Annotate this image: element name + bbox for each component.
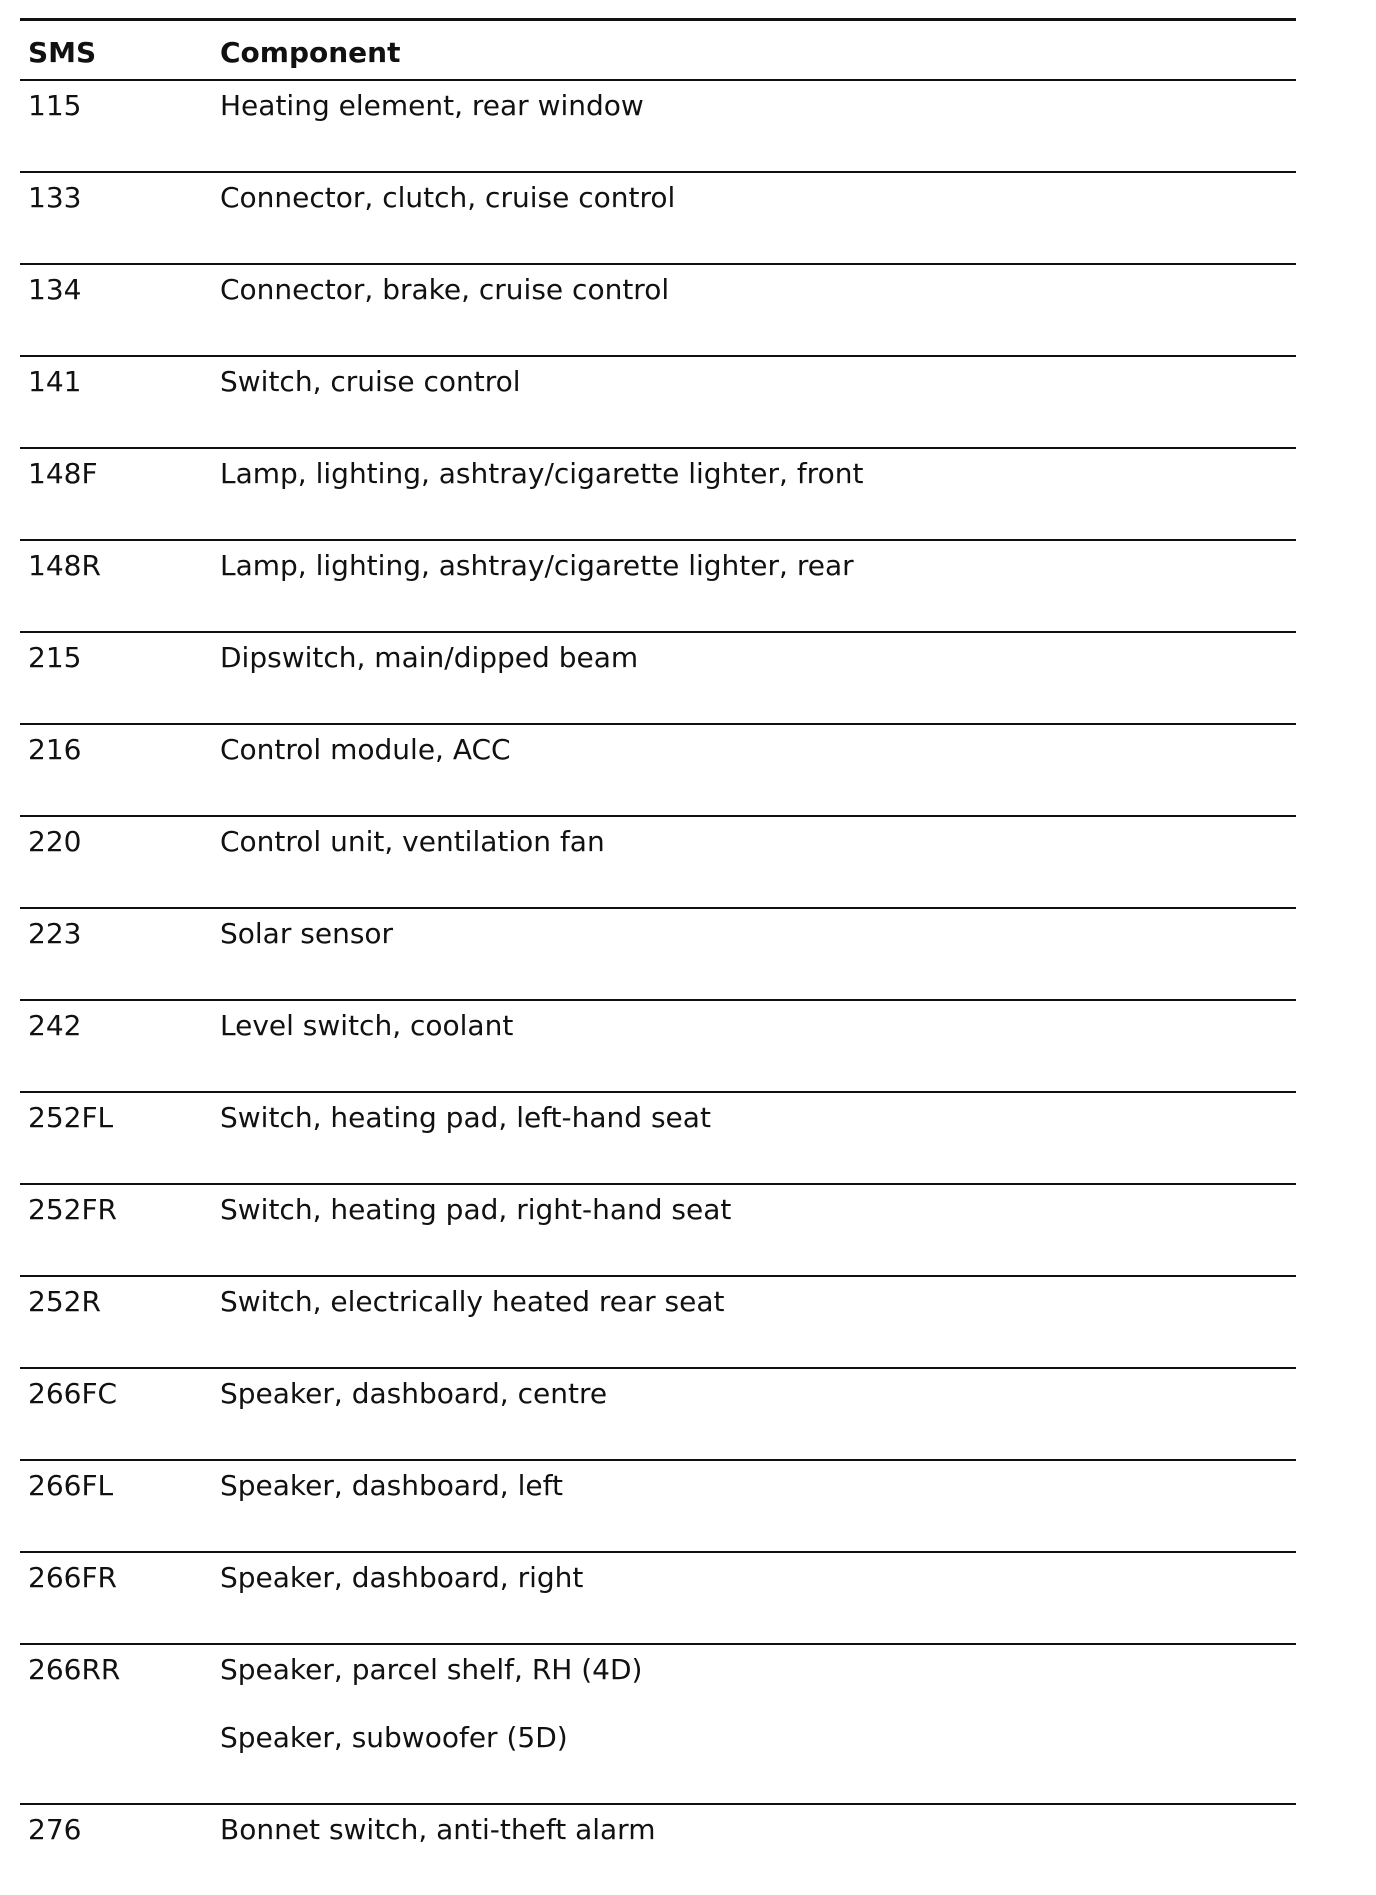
sms-code: 276: [28, 1813, 82, 1846]
sms-code: 252FR: [28, 1193, 118, 1226]
component-name: Heating element, rear window: [220, 89, 644, 122]
table-row: [20, 449, 1296, 541]
component-name: Connector, clutch, cruise control: [220, 181, 676, 214]
table-row: [20, 81, 1296, 173]
sms-code: 215: [28, 641, 82, 674]
table-row: [20, 817, 1296, 909]
table-row: [20, 173, 1296, 265]
component-name: Control unit, ventilation fan: [220, 825, 605, 858]
header-component: Component: [220, 36, 401, 69]
sms-code: 115: [28, 89, 82, 122]
component-name: Level switch, coolant: [220, 1009, 514, 1042]
table-row: [20, 1553, 1296, 1645]
sms-code: 220: [28, 825, 82, 858]
table-row: [20, 1277, 1296, 1369]
sms-code: 148F: [28, 457, 98, 490]
component-name: Lamp, lighting, ashtray/cigarette lighter, rear: [220, 549, 854, 582]
component-line-2: Speaker, subwoofer (5D): [220, 1721, 568, 1754]
sms-code: 141: [28, 365, 82, 398]
component-name: Bonnet switch, anti-theft alarm: [220, 1813, 656, 1846]
header-sms: SMS: [28, 36, 97, 69]
table-row: [20, 909, 1296, 1001]
table-header-row: [20, 21, 1296, 81]
table-row: [20, 265, 1296, 357]
table-row: [20, 1369, 1296, 1461]
sms-code: 242: [28, 1009, 82, 1042]
sms-code: 266FC: [28, 1377, 118, 1410]
component-name: Solar sensor: [220, 917, 394, 950]
table-row: [20, 725, 1296, 817]
component-name: Switch, cruise control: [220, 365, 521, 398]
component-name: Dipswitch, main/dipped beam: [220, 641, 639, 674]
component-name: Speaker, dashboard, left: [220, 1469, 563, 1502]
sms-code: 216: [28, 733, 82, 766]
table-row: [20, 633, 1296, 725]
component-name: Switch, heating pad, right-hand seat: [220, 1193, 732, 1226]
component-name: Speaker, dashboard, centre: [220, 1377, 608, 1410]
component-name: Lamp, lighting, ashtray/cigarette lighter, front: [220, 457, 864, 490]
sms-code: 266RR: [28, 1653, 121, 1686]
sms-code: 223: [28, 917, 82, 950]
table-row: [20, 1805, 1296, 1895]
component-table: [20, 18, 1296, 1895]
table-row: [20, 1001, 1296, 1093]
table-row: [20, 1185, 1296, 1277]
table-row: [20, 357, 1296, 449]
sms-code: 133: [28, 181, 82, 214]
sms-code: 266FL: [28, 1469, 114, 1502]
sms-code: 134: [28, 273, 82, 306]
table-row: [20, 1645, 1296, 1805]
sms-code: 252FL: [28, 1101, 114, 1134]
component-name: [220, 1652, 642, 1756]
sms-code: 266FR: [28, 1561, 118, 1594]
component-name: Control module, ACC: [220, 733, 511, 766]
component-name: Switch, heating pad, left-hand seat: [220, 1101, 711, 1134]
component-line-1: Speaker, parcel shelf, RH (4D): [220, 1653, 643, 1686]
table-row: [20, 541, 1296, 633]
sms-code: 252R: [28, 1285, 101, 1318]
component-name: Speaker, dashboard, right: [220, 1561, 584, 1594]
table-row: [20, 1093, 1296, 1185]
sms-code: 148R: [28, 549, 101, 582]
component-name: Connector, brake, cruise control: [220, 273, 670, 306]
table-row: [20, 1461, 1296, 1553]
component-name: Switch, electrically heated rear seat: [220, 1285, 725, 1318]
